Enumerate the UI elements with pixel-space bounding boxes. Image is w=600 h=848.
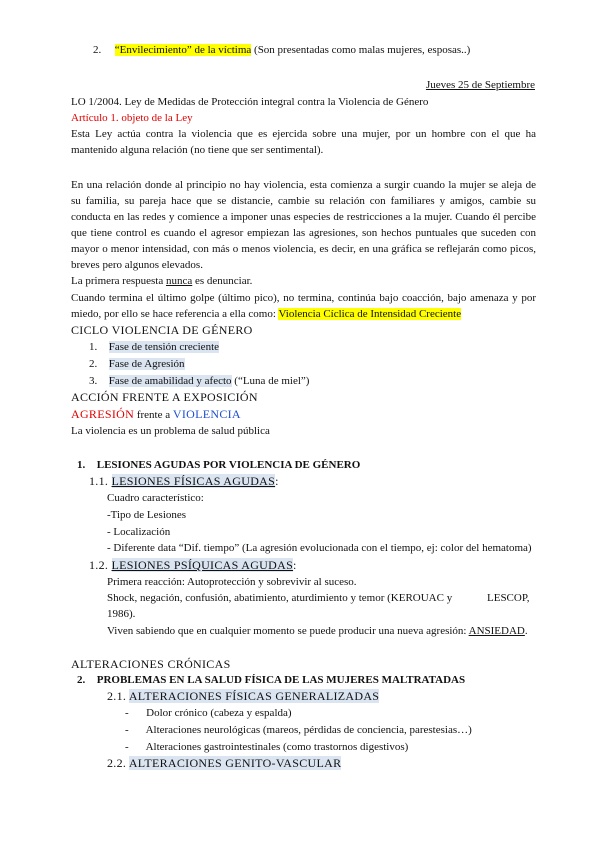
list-item bbox=[89, 373, 309, 389]
text: frente a bbox=[134, 409, 173, 421]
dash-bullet: - bbox=[125, 707, 129, 719]
bullet-item bbox=[125, 739, 408, 755]
text-line: Shock, negación, confusión, abatimiento, aturdimiento y temor (KEROUAC y bbox=[107, 592, 453, 604]
law-title: LO 1/2004. Ley de Medidas de Protección integral contra la Violencia de Género bbox=[71, 96, 429, 108]
health-line: La violencia es un problema de salud pública bbox=[71, 425, 270, 437]
section-heading-2 bbox=[77, 672, 465, 688]
chronic-heading: ALTERACIONES CRÓNICAS bbox=[71, 657, 231, 671]
date-heading: Jueves 25 de Septiembre bbox=[425, 79, 535, 91]
subsection-title: LESIONES FÍSICAS AGUDAS bbox=[111, 474, 276, 488]
item-number: 2. bbox=[89, 358, 98, 370]
text: es denunciar. bbox=[192, 275, 253, 287]
highlighted-text: Fase de tensión creciente bbox=[108, 341, 220, 353]
highlighted-text: “Envilecimiento” de la víctima bbox=[114, 44, 252, 56]
text-line: - Diferente data “Dif. tiempo” (La agresión evolucionada con el tiempo, ej: color del hematoma) bbox=[107, 542, 532, 554]
subsection-heading bbox=[89, 557, 297, 573]
dash-bullet: - bbox=[125, 741, 129, 753]
subsection-number: 2.2. bbox=[107, 756, 127, 770]
text: miedo, por ello se hace referencia a ella como: bbox=[71, 308, 279, 320]
paragraph-line: que tiene control es cuando el agresor empiezan las agresiones, son hechos puntuales que suceden con bbox=[71, 227, 536, 239]
cycle-heading: CICLO VIOLENCIA DE GÉNERO bbox=[71, 323, 253, 337]
paragraph-line bbox=[71, 306, 461, 322]
bullet-text: Alteraciones gastrointestinales (como trastornos digestivos) bbox=[145, 741, 409, 753]
numbered-item-envilecimiento bbox=[93, 42, 470, 58]
dash-bullet: - bbox=[125, 724, 129, 736]
section-title: LESIONES AGUDAS POR VIOLENCIA DE GÉNERO bbox=[96, 459, 361, 471]
paragraph-line: mayor o menor intensidad, con más o menos violencia, es decir, en una gráfica se reflejarán como picos, bbox=[71, 243, 536, 255]
text: La primera respuesta bbox=[71, 275, 166, 287]
paragraph-line: mantenido alguna relación (no tiene que ser sentimental). bbox=[71, 144, 324, 156]
list-item bbox=[89, 339, 219, 355]
bullet-item bbox=[125, 705, 292, 721]
paragraph-line: Cuando termina el último golpe (último pico), no termina, continúa bajo coacción, bajo amenaza y por bbox=[71, 292, 536, 304]
bullet-text: Dolor crónico (cabeza y espalda) bbox=[146, 707, 292, 719]
list-item bbox=[89, 356, 185, 372]
highlighted-text: Fase de Agresión bbox=[108, 358, 185, 370]
paragraph-line: conducta en las redes y comience a imponer unas especies de restricciones a la mujer. Cuando él percibe bbox=[71, 211, 536, 223]
subsection-title: ALTERACIONES GENITO-VASCULAR bbox=[128, 756, 342, 770]
subsection-heading bbox=[107, 688, 379, 704]
agresion-vs-violencia bbox=[71, 406, 241, 423]
item-number: 2. bbox=[93, 44, 102, 56]
red-word: AGRESIÓN bbox=[71, 407, 135, 421]
highlighted-text: Fase de amabilidad y afecto bbox=[108, 375, 232, 387]
subsection-heading bbox=[107, 755, 341, 771]
subsection-number: 1.2. bbox=[89, 558, 109, 572]
subsection-title: ALTERACIONES FÍSICAS GENERALIZADAS bbox=[128, 689, 380, 703]
underlined-word: ANSIEDAD bbox=[468, 625, 525, 637]
blue-word: VIOLENCIA bbox=[172, 407, 241, 421]
subsection-heading bbox=[89, 473, 279, 489]
text: . bbox=[524, 625, 528, 637]
item-number: 1. bbox=[89, 341, 98, 353]
text: Viven sabiendo que en cualquier momento se puede producir una nueva agresión: bbox=[107, 625, 469, 637]
paragraph-line: Esta Ley actúa contra la violencia que es ejercida sobre una mujer, por un hombre con el que ha bbox=[71, 128, 536, 140]
paragraph-line: En una relación donde al principio no hay violencia, esta comienza a surgir cuando la mujer se aleja de bbox=[71, 179, 536, 191]
subsection-title: LESIONES PSÍQUICAS AGUDAS bbox=[111, 558, 294, 572]
text-line: -Tipo de Lesiones bbox=[107, 509, 187, 521]
section-number: 1. bbox=[77, 459, 86, 471]
text: (“Luna de miel”) bbox=[231, 375, 310, 387]
text: : bbox=[293, 558, 297, 572]
section-title: PROBLEMAS EN LA SALUD FÍSICA DE LAS MUJERES MALTRATADAS bbox=[96, 674, 466, 686]
action-heading: ACCIÓN FRENTE A EXPOSICIÓN bbox=[71, 390, 258, 404]
item-rest-text: (Son presentadas como malas mujeres, esposas..) bbox=[251, 44, 471, 56]
paragraph-line: su familia, su pareja hace que se distancie, cambie su relación con familiares y amigos, cambie su bbox=[71, 195, 536, 207]
text-line bbox=[107, 623, 528, 639]
subsection-number: 1.1. bbox=[89, 474, 109, 488]
first-response-line bbox=[71, 273, 252, 289]
bullet-text: Alteraciones neurológicas (mareos, pérdidas de conciencia, parestesias…) bbox=[145, 724, 472, 736]
text-line: LESCOP, bbox=[487, 592, 530, 604]
bullet-item bbox=[125, 722, 472, 738]
highlighted-text: Violencia Cíclica de Intensidad Creciente bbox=[278, 308, 462, 320]
text-line: - Localización bbox=[107, 526, 171, 538]
underlined-word: nunca bbox=[165, 275, 193, 287]
article-heading: Artículo 1. objeto de la Ley bbox=[71, 112, 193, 124]
section-number: 2. bbox=[77, 674, 86, 686]
paragraph-line: breves pero algunos elevados. bbox=[71, 259, 203, 271]
item-number: 3. bbox=[89, 375, 98, 387]
section-heading-1 bbox=[77, 457, 360, 473]
text: : bbox=[275, 474, 279, 488]
subsection-number: 2.1. bbox=[107, 689, 127, 703]
text-line: Cuadro característico: bbox=[107, 492, 204, 504]
text-line: Primera reacción: Autoprotección y sobrevivir al suceso. bbox=[107, 576, 357, 588]
text-line: 1986). bbox=[107, 608, 136, 620]
